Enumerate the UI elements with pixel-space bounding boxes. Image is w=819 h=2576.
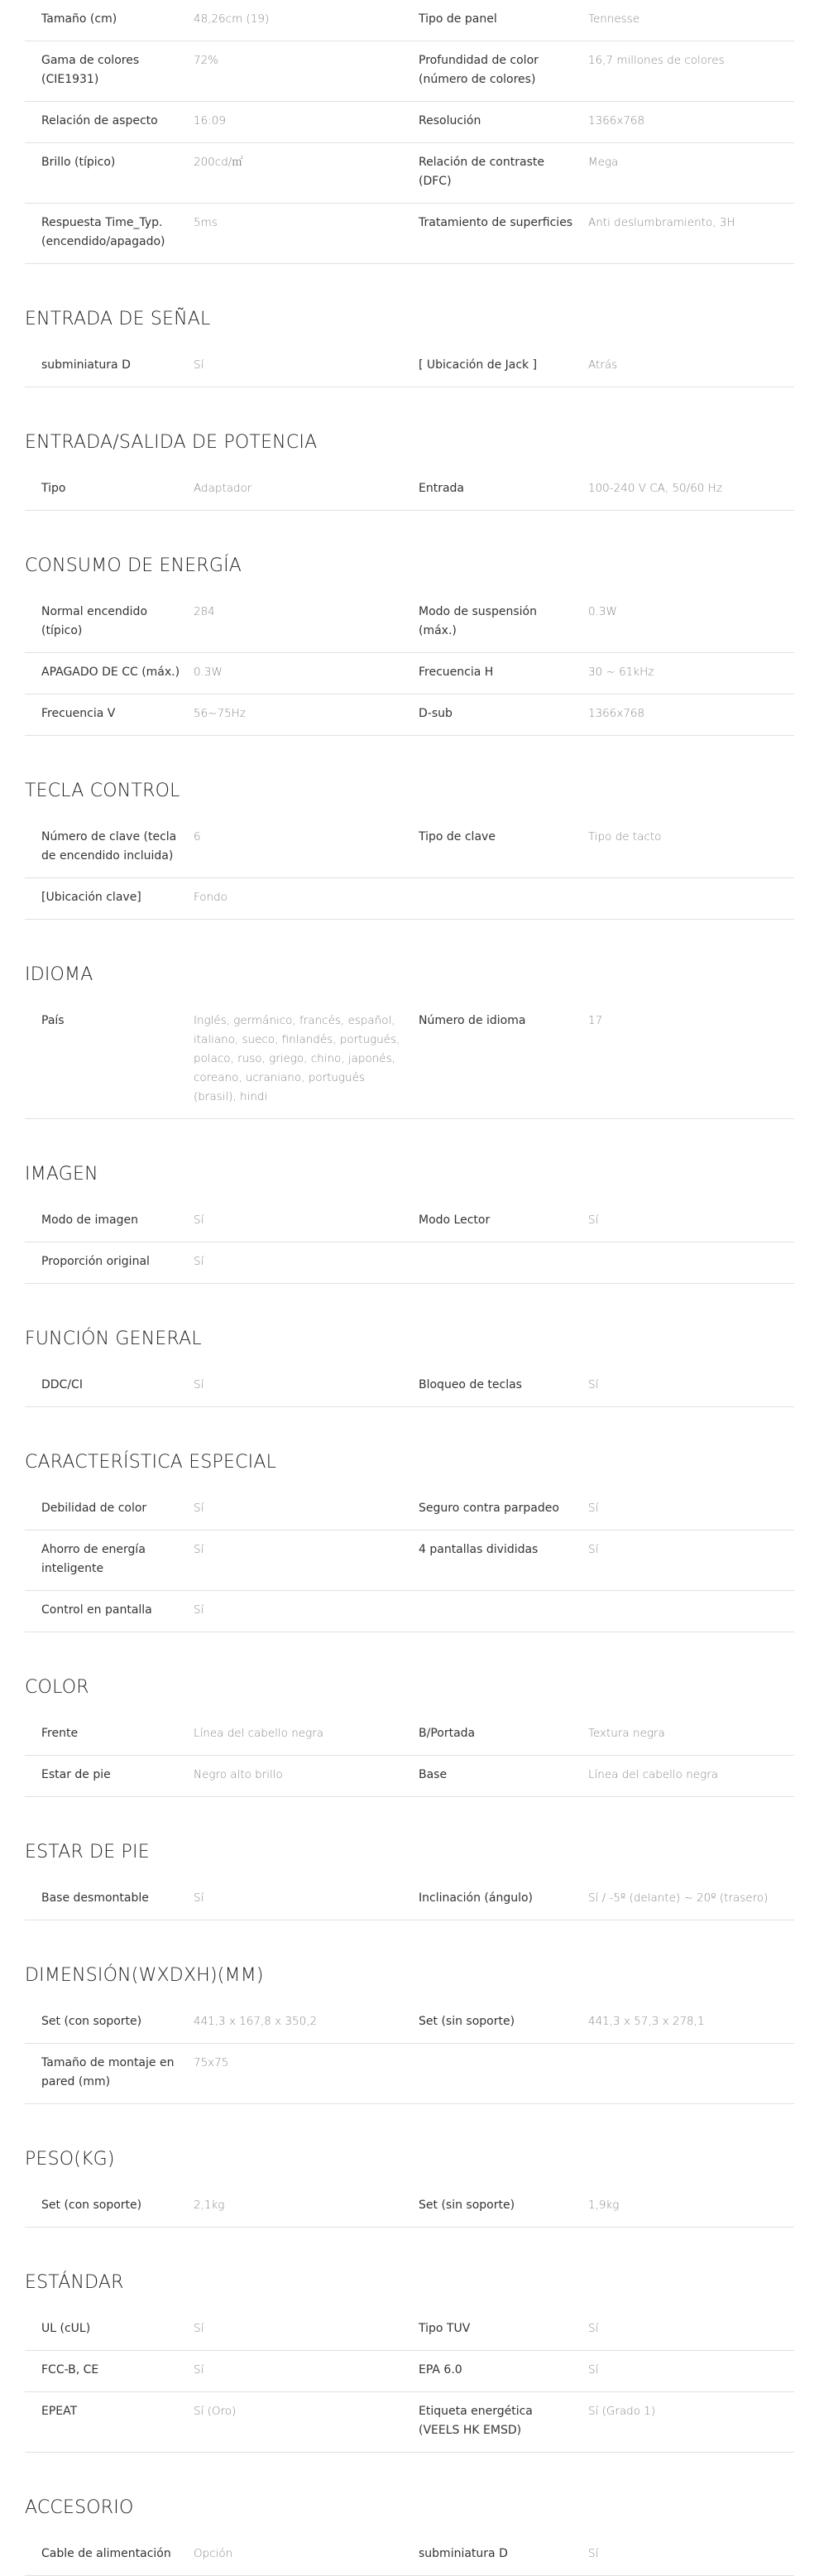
spec-row — [25, 2392, 794, 2453]
spec-label: Brillo (típico) — [41, 156, 116, 169]
spec-section — [25, 1407, 794, 1632]
spec-row — [25, 102, 794, 143]
spec-value: 56~75Hz — [194, 707, 246, 720]
spec-value: 0.3W — [194, 666, 223, 679]
spec-value: Sí — [194, 1891, 204, 1905]
spec-row — [25, 1714, 794, 1756]
spec-label: APAGADO DE CC (máx.) — [41, 666, 180, 679]
spec-label: Set (sin soporte) — [419, 2199, 515, 2212]
section-title: ENTRADA/SALIDA DE POTENCIA — [25, 432, 318, 453]
spec-value: Sí — [588, 1543, 599, 1556]
spec-label: Número de idioma — [419, 1014, 526, 1027]
spec-section — [25, 0, 794, 264]
spec-value: Sí — [194, 2363, 204, 2377]
spec-value: Sí — [588, 2322, 599, 2335]
spec-label: Tipo de clave — [419, 830, 496, 843]
spec-value: Sí / -5º (delante) ~ 20º (trasero) — [588, 1891, 769, 1905]
spec-value: 441,3 x 167,8 x 350,2 — [194, 2015, 318, 2028]
spec-label: Set (sin soporte) — [419, 2015, 515, 2028]
spec-value: Sí — [194, 1502, 204, 1515]
section-title: ESTAR DE PIE — [25, 1842, 150, 1862]
spec-value: Sí — [588, 1502, 599, 1515]
spec-value: Opción — [194, 2547, 233, 2560]
spec-label: Respuesta Time_Typ. (encendido/apagado) — [41, 216, 165, 248]
section-title: DIMENSIÓN(WXDXH)(MM) — [25, 1965, 264, 1986]
spec-section — [25, 1920, 794, 2104]
spec-label: Profundidad de color (número de colores) — [419, 54, 539, 86]
spec-row — [25, 41, 794, 102]
spec-value: Negro alto brillo — [194, 1768, 283, 1781]
spec-section — [25, 2228, 794, 2453]
section-title: PESO(KG) — [25, 2149, 115, 2170]
spec-row — [25, 593, 794, 653]
spec-label: B/Portada — [419, 1727, 476, 1740]
spec-value: 1,9kg — [588, 2199, 620, 2212]
spec-label: UL (cUL) — [41, 2322, 91, 2335]
spec-row — [25, 2535, 794, 2576]
spec-label: EPA 6.0 — [419, 2363, 462, 2377]
spec-value: Sí — [194, 1255, 204, 1268]
section-title: CONSUMO DE ENERGÍA — [25, 555, 242, 576]
spec-value: Textura negra — [588, 1727, 665, 1740]
spec-label: Bloqueo de teclas — [419, 1378, 522, 1391]
spec-label: Cable de alimentación — [41, 2547, 171, 2560]
spec-row — [25, 1531, 794, 1591]
spec-value: 5ms — [194, 216, 218, 229]
spec-section — [25, 2104, 794, 2228]
section-title: CARACTERÍSTICA ESPECIAL — [25, 1452, 277, 1473]
spec-value: 30 ~ 61kHz — [588, 666, 654, 679]
spec-value: Inglés, germánico, francés, español, italiano, sueco, finlandés, portugués, polaco, ruso, griego, chino, japonés, coreano, ucraniano, portugués (brasil), hindi — [194, 1014, 400, 1103]
spec-label: D-sub — [419, 707, 453, 720]
spec-row — [25, 1756, 794, 1797]
spec-label: Número de clave (tecla de encendido incluida) — [41, 830, 177, 863]
spec-value: Sí — [194, 1214, 204, 1227]
section-title: FUNCIÓN GENERAL — [25, 1329, 202, 1349]
spec-value — [588, 888, 787, 907]
spec-value: 1366x768 — [588, 707, 645, 720]
spec-value: Atrás — [588, 358, 618, 372]
spec-value: Fondo — [194, 891, 228, 904]
section-title: COLOR — [25, 1677, 89, 1698]
spec-row — [25, 2309, 794, 2351]
spec-row — [25, 878, 794, 920]
spec-value: Anti deslumbramiento, 3H — [588, 216, 735, 229]
spec-row — [25, 694, 794, 736]
spec-label — [419, 2054, 588, 2092]
spec-label: Tratamiento de superficies — [419, 216, 573, 229]
spec-row — [25, 2044, 794, 2104]
spec-value: 1366x768 — [588, 114, 645, 127]
spec-value: 17 — [588, 1014, 603, 1027]
spec-value: Sí — [588, 1378, 599, 1391]
spec-label: Tipo — [41, 482, 66, 495]
spec-value: Línea del cabello negra — [588, 1768, 719, 1781]
spec-label: Base — [419, 1768, 448, 1781]
spec-label: EPEAT — [41, 2405, 78, 2418]
spec-value: Tipo de tacto — [588, 830, 662, 843]
spec-label: Gama de colores (CIE1931) — [41, 54, 140, 86]
spec-label: [Ubicación clave] — [41, 891, 141, 904]
spec-section — [25, 1119, 794, 1284]
spec-label: Proporción original — [41, 1255, 150, 1268]
spec-label: Set (con soporte) — [41, 2015, 142, 2028]
spec-value: Sí — [194, 358, 204, 372]
spec-label — [419, 1252, 588, 1271]
spec-value: 2,1kg — [194, 2199, 225, 2212]
spec-row — [25, 653, 794, 694]
spec-label: Debilidad de color — [41, 1502, 147, 1515]
spec-section — [25, 1632, 794, 1797]
spec-label: Ahorro de energía inteligente — [41, 1543, 146, 1575]
spec-value: Sí — [588, 2363, 599, 2377]
section-title: ESTÁNDAR — [25, 2272, 124, 2293]
spec-value: 75x75 — [194, 2056, 229, 2069]
spec-section — [25, 511, 794, 736]
spec-value: Adaptador — [194, 482, 252, 495]
spec-row — [25, 204, 794, 264]
section-title: ENTRADA DE SEÑAL — [25, 309, 211, 329]
spec-label: Control en pantalla — [41, 1603, 152, 1617]
spec-label: Base desmontable — [41, 1891, 149, 1905]
spec-value: 72% — [194, 54, 219, 67]
spec-label: Estar de pie — [41, 1768, 111, 1781]
spec-label: 4 pantallas divididas — [419, 1543, 539, 1556]
spec-value: Línea del cabello negra — [194, 1727, 324, 1740]
spec-row — [25, 346, 794, 387]
spec-row — [25, 1242, 794, 1284]
spec-row — [25, 1591, 794, 1632]
spec-row — [25, 2186, 794, 2228]
spec-label: Tipo de panel — [419, 12, 497, 26]
spec-value: 284 — [194, 605, 215, 618]
spec-section — [25, 736, 794, 920]
spec-value: Sí — [194, 2322, 204, 2335]
spec-section — [25, 264, 794, 387]
spec-value: 6 — [194, 830, 201, 843]
spec-label: Tipo TUV — [419, 2322, 471, 2335]
spec-label — [419, 888, 588, 907]
spec-label: Normal encendido (típico) — [41, 605, 148, 637]
spec-section — [25, 387, 794, 511]
spec-label: Tamaño de montaje en pared (mm) — [41, 2056, 175, 2088]
spec-value: 0.3W — [588, 605, 617, 618]
spec-value: 200cd/㎡ — [194, 156, 243, 169]
spec-row — [25, 469, 794, 511]
section-title: IDIOMA — [25, 964, 93, 985]
spec-section — [25, 920, 794, 1119]
spec-label: [ Ubicación de Jack ] — [419, 358, 538, 372]
spec-row — [25, 0, 794, 41]
spec-label: País — [41, 1014, 65, 1027]
spec-value — [588, 2054, 787, 2092]
spec-label: subminiatura D — [41, 358, 131, 372]
spec-value: Mega — [588, 156, 619, 169]
spec-value: 48,26cm (19) — [194, 12, 270, 26]
section-title: TECLA CONTROL — [25, 781, 180, 801]
spec-row — [25, 1201, 794, 1242]
spec-section — [25, 2453, 794, 2576]
spec-value: Sí — [588, 1214, 599, 1227]
section-title: ACCESORIO — [25, 2497, 134, 2518]
spec-label: Etiqueta energética (VEELS HK EMSD) — [419, 2405, 533, 2437]
spec-label: Modo de suspensión (máx.) — [419, 605, 537, 637]
spec-value — [588, 1252, 787, 1271]
spec-section — [25, 1797, 794, 1920]
spec-label: Seguro contra parpadeo — [419, 1502, 559, 1515]
spec-value: Sí — [588, 2547, 599, 2560]
spec-label: Set (con soporte) — [41, 2199, 142, 2212]
spec-row — [25, 1366, 794, 1407]
spec-row — [25, 1489, 794, 1531]
spec-value: Sí (Grado 1) — [588, 2405, 656, 2418]
spec-label: Relación de contraste (DFC) — [419, 156, 544, 188]
spec-value: 100-240 V CA, 50/60 Hz — [588, 482, 722, 495]
spec-value: 16:09 — [194, 114, 226, 127]
spec-row — [25, 2351, 794, 2392]
spec-label: Inclinación (ángulo) — [419, 1891, 533, 1905]
spec-label: Frente — [41, 1727, 79, 1740]
section-title: IMAGEN — [25, 1164, 98, 1185]
spec-label: FCC-B, CE — [41, 2363, 99, 2377]
spec-value — [588, 1601, 787, 1620]
spec-label: Frecuencia H — [419, 666, 494, 679]
spec-row — [25, 1002, 794, 1119]
spec-value: Sí — [194, 1603, 204, 1617]
spec-value: 16,7 millones de colores — [588, 54, 725, 67]
spec-row — [25, 2002, 794, 2044]
spec-label: Resolución — [419, 114, 481, 127]
spec-row — [25, 143, 794, 204]
spec-label: Entrada — [419, 482, 465, 495]
spec-label: DDC/CI — [41, 1378, 83, 1391]
spec-label: Relación de aspecto — [41, 114, 158, 127]
spec-value: Sí (Oro) — [194, 2405, 237, 2418]
spec-row — [25, 818, 794, 878]
spec-value: Tennesse — [588, 12, 640, 26]
spec-row — [25, 1879, 794, 1920]
spec-label — [419, 1601, 588, 1620]
spec-value: 441,3 x 57,3 x 278,1 — [588, 2015, 705, 2028]
spec-label: Tamaño (cm) — [41, 12, 117, 26]
spec-value: Sí — [194, 1543, 204, 1556]
spec-label: Modo Lector — [419, 1214, 491, 1227]
spec-label: Frecuencia V — [41, 707, 116, 720]
spec-label: subminiatura D — [419, 2547, 508, 2560]
spec-value: Sí — [194, 1378, 204, 1391]
spec-label: Modo de imagen — [41, 1214, 138, 1227]
spec-section — [25, 1284, 794, 1407]
